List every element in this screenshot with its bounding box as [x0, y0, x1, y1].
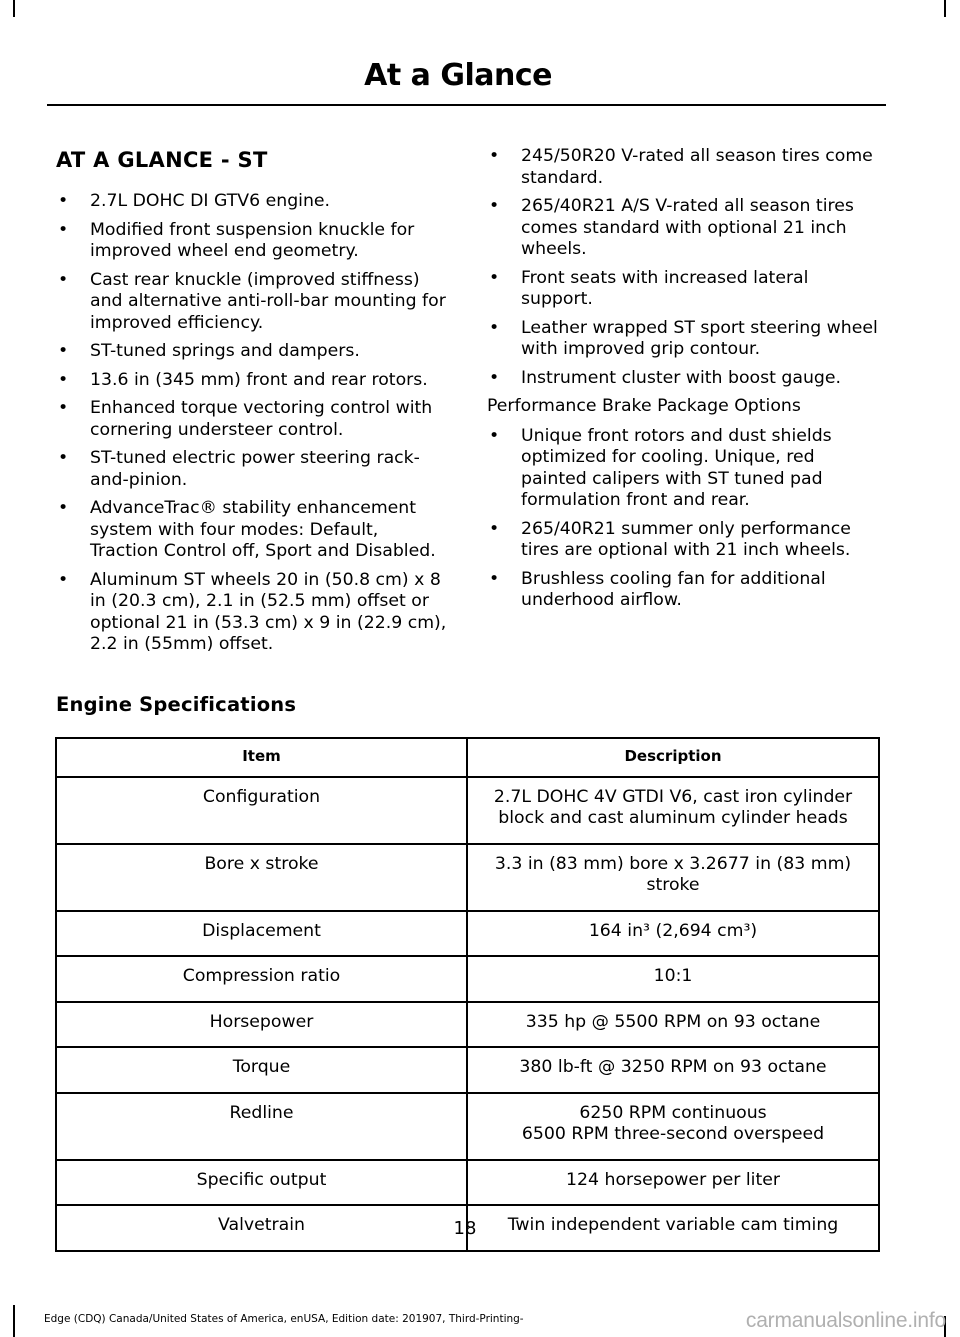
table-row	[56, 1160, 879, 1206]
left-column	[56, 146, 450, 663]
list-item: • ST-tuned electric power steering rack-and-pinion.	[56, 448, 450, 491]
page-header-title: At a Glance	[364, 58, 552, 93]
engine-specs-table	[55, 737, 880, 1252]
spec-item: Valvetrain	[56, 1205, 467, 1251]
table-row	[56, 1002, 879, 1048]
brake-package-heading: Performance Brake Package Options	[487, 396, 801, 416]
spec-description: 6250 RPM continuous 6500 RPM three-second overspeed	[467, 1093, 879, 1160]
list-item: • Front seats with increased lateral support.	[487, 268, 882, 311]
feature-list-right	[487, 146, 882, 389]
list-item: • Brushless cooling fan for additional underhood airflow.	[487, 569, 882, 612]
column-header-item: Item	[56, 738, 467, 777]
spec-item: Compression ratio	[56, 956, 467, 1002]
table-row	[56, 956, 879, 1002]
table-row	[56, 844, 879, 911]
spec-item: Bore x stroke	[56, 844, 467, 911]
feature-list-left	[56, 191, 450, 656]
spec-description: 164 in³ (2,694 cm³)	[467, 911, 879, 957]
spec-description: 124 horsepower per liter	[467, 1160, 879, 1206]
list-item: • AdvanceTrac® stability enhancement system with four modes: Default, Traction Control off, Sport and Disabled.	[56, 498, 450, 563]
list-item: • Leather wrapped ST sport steering wheel with improved grip contour.	[487, 318, 882, 361]
spec-description: 2.7L DOHC 4V GTDI V6, cast iron cylinder block and cast aluminum cylinder heads	[467, 777, 879, 844]
table-header-row	[56, 738, 879, 777]
section-title: AT A GLANCE - ST	[56, 148, 268, 172]
list-item: • Instrument cluster with boost gauge.	[487, 368, 882, 390]
table-row	[56, 911, 879, 957]
spec-description: Twin independent variable cam timing	[467, 1205, 879, 1251]
list-item: • Cast rear knuckle (improved stiffness) and alternative anti-roll-bar mounting for improved efficiency.	[56, 270, 450, 335]
spec-description: 335 hp @ 5500 RPM on 93 octane	[467, 1002, 879, 1048]
table-row	[56, 1047, 879, 1093]
spec-item: Displacement	[56, 911, 467, 957]
list-item: • 265/40R21 summer only performance tires are optional with 21 inch wheels.	[487, 519, 882, 562]
table-row	[56, 777, 879, 844]
table-row	[56, 1093, 879, 1160]
header-divider	[47, 104, 886, 106]
list-item: • 2.7L DOHC DI GTV6 engine.	[56, 191, 450, 213]
spec-item: Horsepower	[56, 1002, 467, 1048]
crop-mark-top-left	[13, 0, 15, 17]
crop-mark-bottom-left	[13, 1305, 15, 1337]
spec-description: 10:1	[467, 956, 879, 1002]
spec-item: Redline	[56, 1093, 467, 1160]
list-item: • 13.6 in (345 mm) front and rear rotors.	[56, 370, 450, 392]
spec-item: Torque	[56, 1047, 467, 1093]
column-header-description: Description	[467, 738, 879, 777]
spec-item: Specific output	[56, 1160, 467, 1206]
spec-item: Configuration	[56, 777, 467, 844]
list-item: • 265/40R21 A/S V-rated all season tires comes standard with optional 21 inch wheels.	[487, 196, 882, 261]
right-column	[487, 146, 882, 619]
engine-specs-title: Engine Specifications	[56, 693, 297, 716]
list-item: • Enhanced torque vectoring control with cornering understeer control.	[56, 398, 450, 441]
crop-mark-top-right	[944, 0, 946, 17]
watermark[interactable]: carmanualsonline.info	[745, 1309, 946, 1332]
list-item: • Modified front suspension knuckle for improved wheel end geometry.	[56, 220, 450, 263]
spec-description: 380 lb-ft @ 3250 RPM on 93 octane	[467, 1047, 879, 1093]
brake-package-list	[487, 426, 882, 612]
list-item: • Aluminum ST wheels 20 in (50.8 cm) x 8 in (20.3 cm), 2.1 in (52.5 mm) offset or optional 21 in (53.3 cm) x 9 in (22.9 cm), 2.2 in (55mm) offset.	[56, 570, 450, 656]
spec-description: 3.3 in (83 mm) bore x 3.2677 in (83 mm) stroke	[467, 844, 879, 911]
list-item: • 245/50R20 V-rated all season tires come standard.	[487, 146, 882, 189]
list-item: • Unique front rotors and dust shields optimized for cooling. Unique, red painted calipers with ST tuned pad formulation front and rear.	[487, 426, 882, 512]
page-number: 18	[453, 1218, 477, 1239]
edition-footer: Edge (CDQ) Canada/United States of America, enUSA, Edition date: 201907, Third-Printing-	[44, 1313, 524, 1325]
list-item: • ST-tuned springs and dampers.	[56, 341, 450, 363]
